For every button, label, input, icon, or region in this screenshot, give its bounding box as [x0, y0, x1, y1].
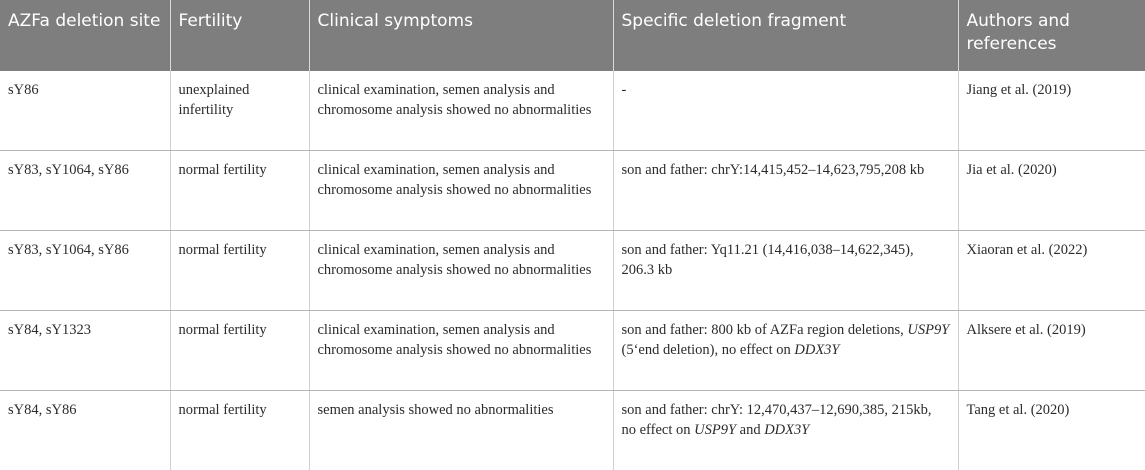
- fragment-text: son and father: 800 kb of AZFa region deletions,: [621, 321, 908, 338]
- header-row: [0, 0, 1145, 71]
- cell-clinical-symptoms: semen analysis showed no abnormalities: [309, 390, 613, 470]
- header-azfa-deletion-site: AZFa deletion site: [0, 0, 170, 71]
- header-specific-deletion-fragment: Specific deletion fragment: [613, 0, 958, 71]
- table-row: [0, 230, 1145, 310]
- gene-name-usp9y: USP9Y: [694, 421, 737, 438]
- cell-clinical-symptoms: clinical examination, semen analysis and chromosome analysis showed no abnormalities: [309, 230, 613, 310]
- cell-deletion-site: sY84, sY1323: [0, 310, 170, 390]
- cell-deletion-site: sY83, sY1064, sY86: [0, 230, 170, 310]
- cell-deletion-fragment: [613, 390, 958, 470]
- cell-reference: Tang et al. (2020): [958, 390, 1145, 470]
- header-clinical-symptoms: Clinical symptoms: [309, 0, 613, 71]
- cell-fertility: unexplained infertility: [170, 71, 309, 150]
- table-row: [0, 71, 1145, 150]
- header-fertility: Fertility: [170, 0, 309, 71]
- cell-fertility: normal fertility: [170, 310, 309, 390]
- cell-clinical-symptoms: clinical examination, semen analysis and chromosome analysis showed no abnormalities: [309, 71, 613, 150]
- table-row: [0, 150, 1145, 230]
- table-row: [0, 310, 1145, 390]
- cell-fertility: normal fertility: [170, 230, 309, 310]
- fragment-text: son and father: Yq11.21 (14,416,038–14,622,345), 206.3 kb: [621, 241, 914, 278]
- fragment-text: son and father: chrY:14,415,452–14,623,795,208 kb: [621, 161, 925, 178]
- cell-deletion-fragment: [613, 310, 958, 390]
- cell-clinical-symptoms: clinical examination, semen analysis and chromosome analysis showed no abnormalities: [309, 310, 613, 390]
- fragment-text: (5‘end deletion), no effect on: [621, 341, 795, 358]
- table-row: [0, 390, 1145, 470]
- cell-deletion-fragment: [613, 230, 958, 310]
- cell-deletion-fragment: [613, 150, 958, 230]
- fragment-text: son and father: chrY: 12,470,437–12,690,385, 215kb, no effect on: [621, 401, 932, 438]
- cell-fertility: normal fertility: [170, 390, 309, 470]
- cell-clinical-symptoms: clinical examination, semen analysis and chromosome analysis showed no abnormalities: [309, 150, 613, 230]
- gene-name-ddx3y: DDX3Y: [794, 341, 840, 358]
- fragment-text: -: [621, 82, 627, 98]
- gene-name-ddx3y: DDX3Y: [764, 421, 810, 438]
- cell-deletion-site: sY86: [0, 71, 170, 150]
- cell-reference: Alksere et al. (2019): [958, 310, 1145, 390]
- fragment-text: and: [736, 421, 765, 438]
- cell-reference: Xiaoran et al. (2022): [958, 230, 1145, 310]
- cell-fertility: normal fertility: [170, 150, 309, 230]
- cell-reference: Jiang et al. (2019): [958, 71, 1145, 150]
- gene-name-usp9y: USP9Y: [907, 321, 950, 338]
- cell-deletion-site: sY84, sY86: [8, 401, 77, 418]
- cell-deletion-fragment: [613, 71, 958, 150]
- cell-reference: Jia et al. (2020): [958, 150, 1145, 230]
- cell-deletion-site: sY83, sY1064, sY86: [0, 150, 170, 230]
- header-authors-and-references: Authors and references: [958, 0, 1145, 71]
